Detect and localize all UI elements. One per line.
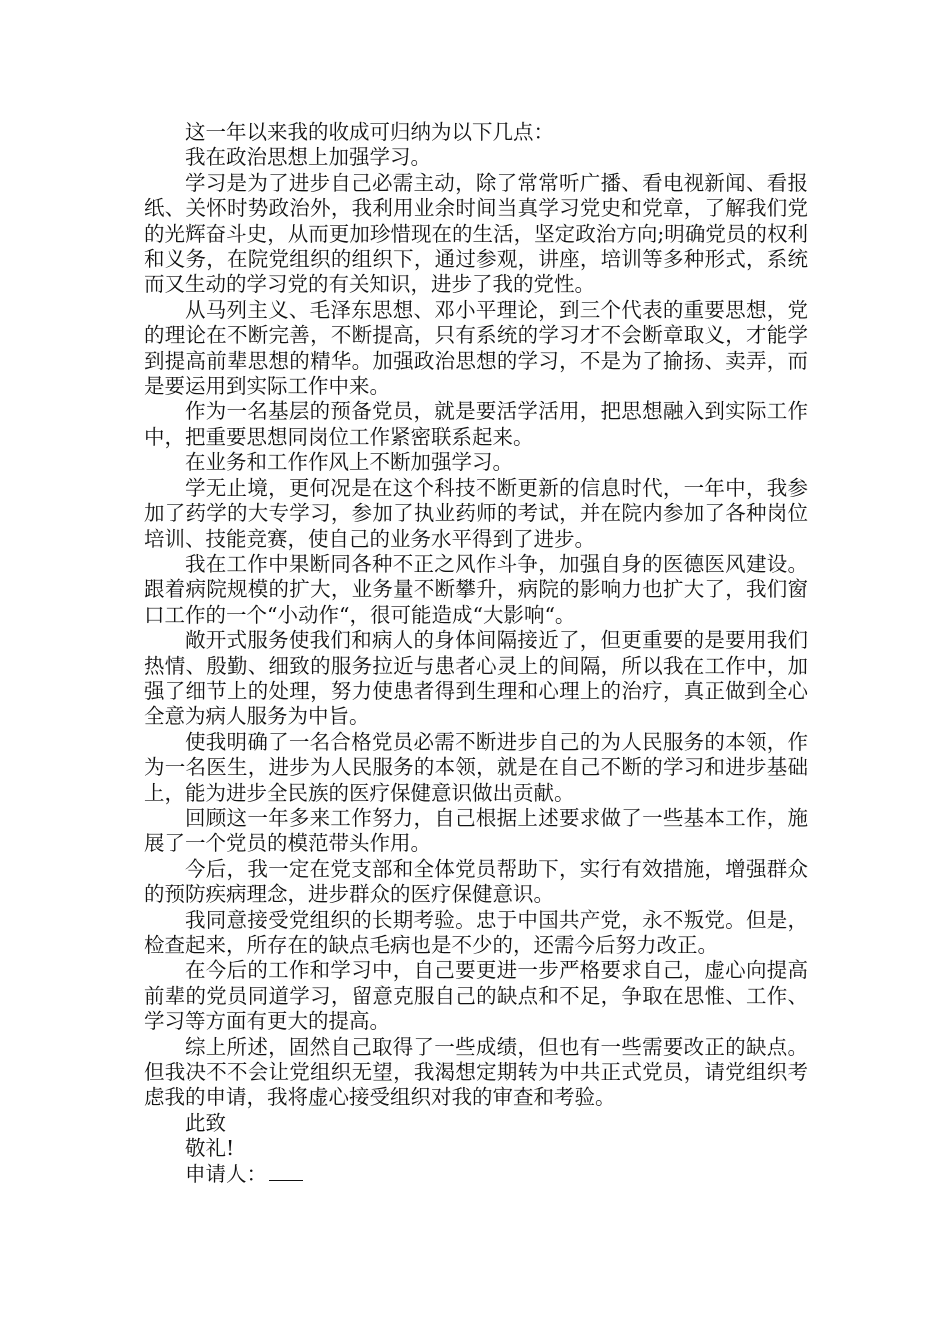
paragraph: 敞开式服务使我们和病人的身体间隔接近了，但更重要的是要用我们热情、殷勤、细致的服务拉近与患者心灵上的间隔，所以我在工作中，加强了细节上的处理，努力使患者得到生理和心理上的治疗，真正做到全心全意为病人服务为中旨。	[144, 628, 808, 729]
section-heading: 在业务和工作作风上不断加强学习。	[185, 450, 513, 475]
paragraph: 回顾这一年多来工作努力，自己根据上述要求做了一些基本工作，施展了一个党员的模范带头作用。	[144, 805, 808, 856]
signature-label: 申请人：	[185, 1161, 267, 1186]
paragraph: 我在工作中果断同各种不正之风作斗争，加强自身的医德医风建设。跟着病院规模的扩大，业务量不断攀升，病院的影响力也扩大了，我们窗口工作的一个“小动作“，很可能造成“大影响“。	[144, 551, 808, 627]
paragraph: 在今后的工作和学习中，自己要更进一步严格要求自己，虚心向提高前辈的党员同道学习，留意克服自己的缺点和不足，争取在思惟、工作、学习等方面有更大的提高。	[144, 958, 808, 1034]
paragraph: 作为一名基层的预备党员，就是要活学活用，把思想融入到实际工作中，把重要思想同岗位工作紧密联系起来。	[144, 399, 808, 449]
section-heading: 我在政治思想上加强学习。	[185, 145, 431, 170]
signature-blank	[269, 1162, 303, 1181]
paragraph: 学习是为了进步自己必需主动，除了常常听广播、看电视新闻、看报纸、关怀时势政治外，我利用业余时间当真学习党史和党章，了解我们党的光辉奋斗史，从而更加珍惜现在的生活，坚定政治方向;明确党员的权利和义务，在院党组织的组织下，通过参观，讲座，培训等多种形式，系统而又生动的学习党的有关知识，进步了我的党性。	[144, 170, 808, 297]
paragraph: 从马列主义、毛泽东思想、邓小平理论，到三个代表的重要思想，党的理论在不断完善，不断提高，只有系统的学习才不会断章取义，才能学到提高前辈思想的精华。加强政治思想的学习，不是为了揄扬、卖弄，而是要运用到实际工作中来。	[144, 297, 808, 399]
paragraph: 我同意接受党组织的长期考验。忠于中国共产党，永不叛党。但是，检查起来，所存在的缺点毛病也是不少的，还需今后努力改正。	[144, 907, 808, 957]
paragraph: 今后，我一定在党支部和全体党员帮助下，实行有效措施，增强群众的预防疾病理念，进步群众的医疗保健意识。	[144, 856, 808, 907]
paragraph: 综上所述，固然自己取得了一些成绩，但也有一些需要改正的缺点。但我决不不会让党组织无望，我渴想定期转为中共正式党员，请党组织考虑我的申请，我将虚心接受组织对我的审查和考验。	[144, 1034, 808, 1110]
paragraph: 学无止境，更何况是在这个科技不断更新的信息时代，一年中，我参加了药学的大专学习，参加了执业药师的考试，并在院内参加了各种岗位培训、技能竞赛，使自己的业务水平得到了进步。	[144, 475, 808, 551]
paragraph: 这一年以来我的收成可归纳为以下几点：	[185, 120, 554, 144]
paragraph: 使我明确了一名合格党员必需不断进步自己的为人民服务的本领，作为一名医生，进步为人民服务的本领，就是在自己不断的学习和进步基础上，能为进步全民族的医疗保健意识做出贡献。	[144, 729, 808, 805]
signature-line	[144, 1162, 808, 1187]
salute-line: 敬礼!	[185, 1136, 235, 1161]
document-page	[144, 120, 808, 1187]
closing-line: 此致	[185, 1110, 226, 1135]
